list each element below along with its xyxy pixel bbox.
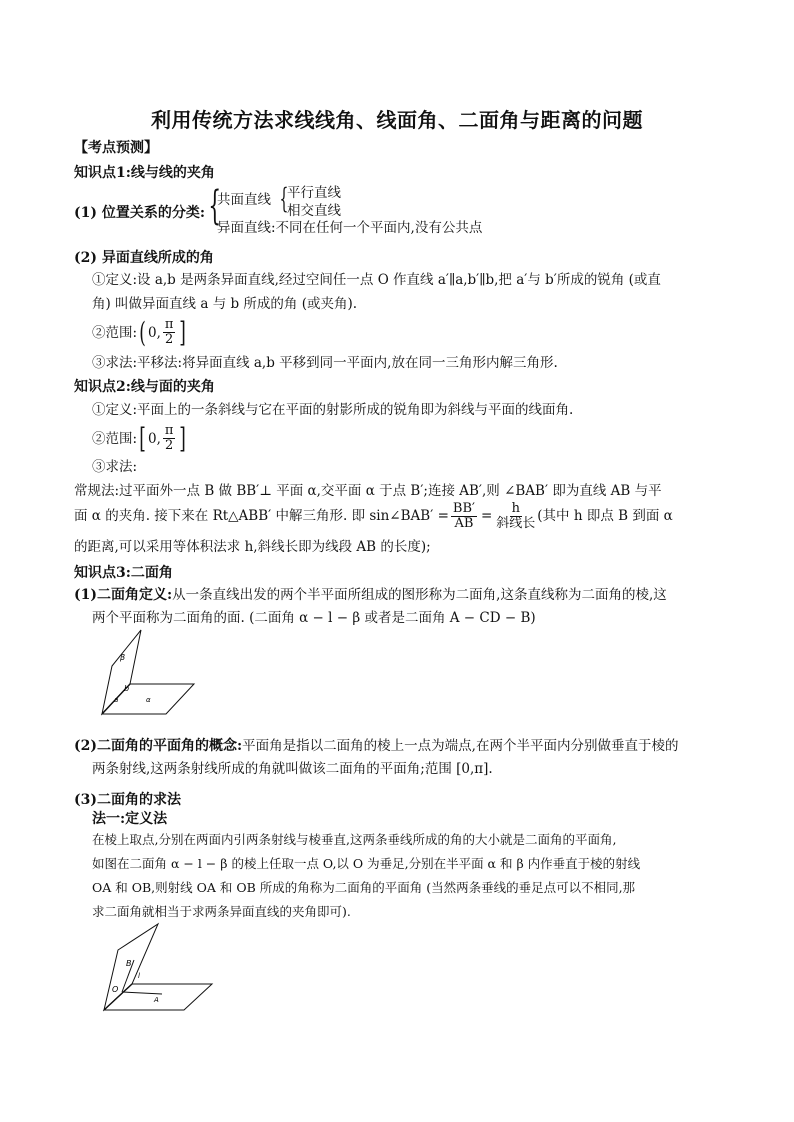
coplanar-label: 共面直线 bbox=[217, 192, 271, 208]
kp1-heading: 知识点1:线与线的夹角 bbox=[74, 165, 215, 181]
kp3-item1 bbox=[74, 585, 667, 605]
kp1-item1-label: (1) 位置关系的分类: bbox=[74, 205, 206, 221]
dihedral-figure-2 bbox=[96, 922, 220, 1016]
kp3-item2-text: 平面角是指以二面角的棱上一点为端点,在两个半平面内分别做垂直于棱的 bbox=[242, 738, 679, 754]
kp3-item2-label: (2)二面角的平面角的概念: bbox=[74, 738, 243, 754]
kp2-frac2-num: h bbox=[511, 500, 520, 516]
kp1-def-line1: ①定义:设 a,b 是两条异面直线,经过空间任一点 O 作直线 a′∥a,b′∥b,把 a′与 b′所成的锐角 (或直 bbox=[92, 272, 661, 288]
label-alpha: α bbox=[146, 696, 151, 704]
kp2-def: ①定义:平面上的一条斜线与它在平面的射影所成的锐角即为斜线与平面的线面角. bbox=[92, 402, 574, 418]
m1-line4: 求二面角就相当于求两条异面直线的夹角即可). bbox=[92, 904, 351, 919]
label-b: b bbox=[124, 684, 130, 693]
kp2-frac1 bbox=[451, 502, 477, 531]
kp1-range-zero: 0, bbox=[148, 324, 161, 341]
kp2-heading: 知识点2:线与面的夹角 bbox=[74, 379, 215, 395]
kp1-range-right: ] bbox=[179, 315, 187, 349]
kp3-heading: 知识点3:二面角 bbox=[74, 565, 173, 581]
kp2-line2 bbox=[74, 500, 673, 532]
kp2-eq: = bbox=[480, 508, 493, 524]
kp2-frac1-den: AB bbox=[454, 515, 474, 531]
kp3-item2 bbox=[74, 736, 678, 756]
kp1-range-left: ( bbox=[139, 315, 146, 349]
ray-OA bbox=[122, 992, 162, 994]
parallel-label: 平行直线 bbox=[287, 185, 341, 201]
dihedral-figure-1 bbox=[90, 628, 200, 720]
kp2-frac2-den: 斜线长 bbox=[496, 515, 536, 531]
page-title: 利用传统方法求线线角、线面角、二面角与距离的问题 bbox=[151, 108, 643, 132]
intersect-label: 相交直线 bbox=[287, 203, 341, 219]
kp2-method-label: ③求法: bbox=[92, 459, 138, 475]
kp2-range-label: ②范围: bbox=[92, 430, 138, 447]
label-l: l bbox=[138, 972, 140, 980]
kp2-line1: 常规法:过平面外一点 B 做 BB′⊥ 平面 α,交平面 α 于点 B′;连接 AB′,则 ∠BAB′ 即为直线 AB 与平 bbox=[74, 483, 662, 499]
kp2-line3: 的距离,可以采用等体积法求 h,斜线长即为线段 AB 的长度); bbox=[74, 539, 431, 555]
kp1-item2-label: (2) 异面直线所成的角 bbox=[74, 250, 214, 266]
kp2-range-right: ] bbox=[179, 421, 187, 455]
m1-line3: OA 和 OB,则射线 OA 和 OB 所成的角称为二面角的平面角 (当然两条垂线的垂足点可以不相同,那 bbox=[92, 880, 636, 895]
label-B: B bbox=[126, 959, 132, 968]
kp1-method: ③求法:平移法:将异面直线 a,b 平移到同一平面内,放在同一三角形内解三角形. bbox=[92, 355, 558, 371]
plane-beta-shape bbox=[102, 630, 141, 714]
label-A: A bbox=[154, 996, 159, 1004]
kp1-range-pi: π bbox=[164, 317, 174, 332]
kp2-line2-b: (其中 h 即点 B 到面 α bbox=[537, 508, 673, 524]
kp2-range-pi: π bbox=[164, 423, 174, 438]
kp2-line2-a: 面 α 的夹角. 接下来在 Rt△ABB′ 中解三角形. 即 sin∠BAB′ = bbox=[74, 508, 449, 524]
kp2-range-left: [ bbox=[139, 421, 146, 455]
method1-label: 法一:定义法 bbox=[92, 811, 168, 827]
section-tag: 【考点预测】 bbox=[74, 140, 158, 156]
kp3-item1-label: (1)二面角定义: bbox=[74, 587, 173, 603]
label-beta: β bbox=[120, 653, 126, 662]
outer-brace: { bbox=[208, 183, 222, 229]
inner-brace: { bbox=[279, 182, 289, 215]
kp2-frac2 bbox=[496, 502, 535, 531]
kp3-item1-text: 从一条直线出发的两个半平面所组成的图形称为二面角,这条直线称为二面角的棱,这 bbox=[172, 587, 667, 603]
kp1-range bbox=[92, 315, 188, 349]
kp1-range-label: ②范围: bbox=[92, 324, 138, 341]
kp2-range-zero: 0, bbox=[148, 430, 161, 447]
label-O: O bbox=[112, 985, 119, 994]
kp3-item3-label: (3)二面角的求法 bbox=[74, 792, 181, 808]
m1-line1: 在棱上取点,分别在两面内引两条射线与棱垂直,这两条垂线所成的角的大小就是二面角的平面角, bbox=[92, 832, 617, 847]
kp2-range-fraction bbox=[163, 424, 176, 453]
kp1-def-line2: 角) 叫做异面直线 a 与 b 所成的角 (或夹角). bbox=[92, 296, 358, 312]
kp1-range-fraction bbox=[163, 318, 176, 347]
kp2-range-two: 2 bbox=[165, 438, 174, 453]
kp3-item1-line2: 两个平面称为二面角的面. (二面角 α − l − β 或者是二面角 A − CD − B) bbox=[92, 610, 536, 626]
m1-line2: 如图在二面角 α − l − β 的棱上任取一点 O,以 O 为垂足,分别在半平面 α 和 β 内作垂直于棱的射线 bbox=[92, 856, 641, 871]
label-a: a bbox=[114, 696, 119, 704]
kp3-item2-line2: 两条射线,这两条射线所成的角就叫做该二面角的平面角;范围 [0,π]. bbox=[92, 761, 493, 777]
kp1-range-two: 2 bbox=[165, 332, 174, 347]
kp2-frac1-num: BB′ bbox=[452, 500, 475, 516]
kp2-range bbox=[92, 421, 188, 455]
skew-label: 异面直线:不同在任何一个平面内,没有公共点 bbox=[217, 220, 483, 236]
